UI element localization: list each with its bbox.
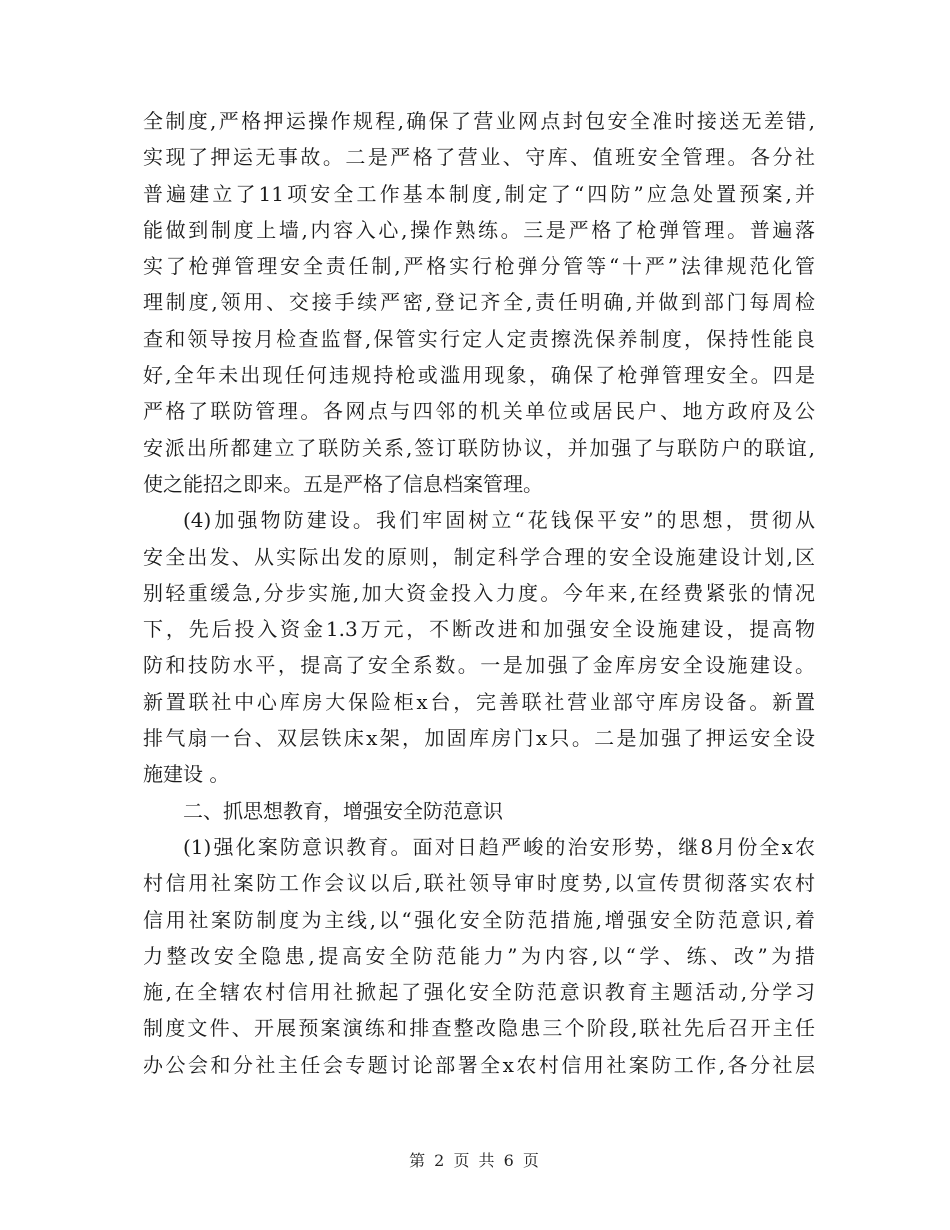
- text-line: 防和技防水平，提高了安全系数。一是加强了金库房安全设施建设。: [143, 653, 815, 678]
- body-text: [143, 103, 815, 1083]
- text-line: 村信用社案防工作会议以后,联社领导审时度势,以宣传贯彻落实农村: [143, 871, 815, 896]
- text-line: 安派出所都建立了联防关系,签订联防协议，并加强了与联防户的联谊,: [143, 435, 815, 460]
- text-line: 好,全年未出现任何违规持枪或滥用现象，确保了枪弹管理安全。四是: [143, 363, 815, 388]
- text-line: 普遍建立了11项安全工作基本制度,制定了“四防”应急处置预案,并: [143, 181, 815, 206]
- text-line: 严格了联防管理。各网点与四邻的机关单位或居民户、地方政府及公: [143, 399, 815, 424]
- text-line: 实现了押运无事故。二是严格了营业、守库、值班安全管理。各分社: [143, 145, 815, 170]
- text-line: 安全出发、从实际出发的原则，制定科学合理的安全设施建设计划,区: [143, 544, 815, 569]
- text-line: 别轻重缓急,分步实施,加大资金投入力度。今年来,在经费紧张的情况: [143, 580, 815, 605]
- text-line: 新置联社中心库房大保险柜x台，完善联社营业部守库房设备。新置: [143, 689, 815, 714]
- text-line: 力整改安全隐患,提高安全防范能力”为内容,以“学、练、改”为措: [143, 943, 815, 968]
- text-line: 全制度,严格押运操作规程,确保了营业网点封包安全准时接送无差错,: [143, 109, 815, 133]
- text-line: 制度文件、开展预案演练和排查整改隐患三个阶段,联社先后召开主任: [143, 1016, 815, 1041]
- text-line: 能做到制度上墙,内容入心,操作熟练。三是严格了枪弹管理。普遍落: [143, 217, 815, 242]
- text-line: 理制度,领用、交接手续严密,登记齐全,责任明确,并做到部门每周检: [143, 290, 815, 315]
- section-heading: 二、抓思想教育，增强安全防范意识: [183, 798, 503, 823]
- paragraph-start-line: (1)强化案防意识教育。面对日趋严峻的治安形势，继8月份全x农: [183, 834, 815, 859]
- text-line: 使之能招之即来。五是严格了信息档案管理。: [143, 471, 543, 496]
- page-number-footer: 第 2 页 共 6 页: [409, 1151, 541, 1170]
- text-line: 施,在全辖农村信用社掀起了强化安全防范意识教育主题活动,分学习: [143, 980, 815, 1005]
- text-line: 下，先后投入资金1.3万元，不断改进和加强安全设施建设，提高物: [143, 617, 815, 642]
- text-line: 信用社案防制度为主线,以“强化安全防范措施,增强安全防范意识,着: [143, 907, 815, 932]
- text-line: 施建设 。: [143, 762, 230, 787]
- text-line: 办公会和分社主任会专题讨论部署全x农村信用社案防工作,各分社层: [143, 1052, 815, 1077]
- text-line: 查和领导按月检查监督,保管实行定人定责擦洗保养制度，保持性能良: [143, 326, 815, 351]
- paragraph-start-line: (4)加强物防建设。我们牢固树立“花钱保平安”的思想，贯彻从: [183, 508, 815, 533]
- text-line: 实了枪弹管理安全责任制,严格实行枪弹分管等“十严”法律规范化管: [143, 254, 815, 279]
- text-line: 排气扇一台、双层铁床x架，加固库房门x只。二是加强了押运安全设: [143, 726, 815, 751]
